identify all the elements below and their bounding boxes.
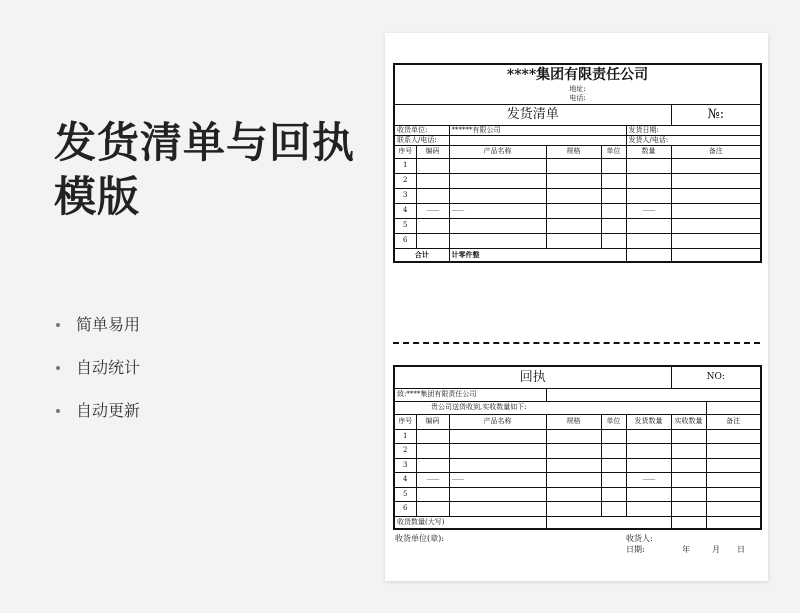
- column-header: 发货数量: [626, 414, 671, 429]
- table-row: [394, 473, 761, 488]
- column-header: 单位: [601, 414, 626, 429]
- row-product: ——: [449, 473, 546, 488]
- row-number: 6: [394, 502, 416, 517]
- table-row: [394, 173, 761, 188]
- row-number: 5: [394, 487, 416, 502]
- row-product: [449, 458, 546, 473]
- column-header: 备注: [671, 145, 761, 158]
- table-row: [394, 203, 761, 218]
- row-product: ——: [449, 203, 546, 218]
- cut-line: [393, 342, 760, 344]
- row-shipped-quantity: [626, 502, 671, 517]
- row-number: 4: [394, 473, 416, 488]
- table-row: [394, 233, 761, 248]
- ship-date-label: 发货日期:: [626, 125, 761, 135]
- column-header: 规格: [546, 414, 601, 429]
- receipt-number-label: NO:: [671, 366, 761, 388]
- row-number: 6: [394, 233, 416, 248]
- row-number: 4: [394, 203, 416, 218]
- table-row: [394, 218, 761, 233]
- row-quantity: [626, 188, 671, 203]
- column-header: 数量: [626, 145, 671, 158]
- count-label: 计零件整: [449, 248, 626, 262]
- date-year: 年: [682, 545, 690, 554]
- table-row: [394, 458, 761, 473]
- column-header: 产品名称: [449, 414, 546, 429]
- row-product: [449, 188, 546, 203]
- receipt-title: 回执: [394, 366, 671, 388]
- row-shipped-quantity: [626, 444, 671, 459]
- receiver-value: ******有限公司: [449, 125, 626, 135]
- page-title: [54, 116, 355, 224]
- row-code: [416, 188, 449, 203]
- row-code: [416, 233, 449, 248]
- table-row: [394, 188, 761, 203]
- receiver-unit-label: 收货单位(章):: [395, 534, 444, 543]
- row-code: [416, 458, 449, 473]
- row-quantity: ——: [626, 203, 671, 218]
- invoice-title: 发货清单: [394, 104, 671, 125]
- row-product: [449, 233, 546, 248]
- row-quantity: [626, 233, 671, 248]
- row-number: 1: [394, 158, 416, 173]
- row-shipped-quantity: [626, 429, 671, 444]
- phone-label: 电话:: [394, 94, 761, 104]
- column-header: 单位: [601, 145, 626, 158]
- column-header: 实收数量: [671, 414, 706, 429]
- date-day: 日: [737, 545, 745, 554]
- contact-label: 联系人/电话:: [394, 135, 449, 145]
- row-shipped-quantity: [626, 487, 671, 502]
- table-row: [394, 158, 761, 173]
- row-code: ——: [416, 473, 449, 488]
- row-code: [416, 218, 449, 233]
- total-label: 合计: [394, 248, 449, 262]
- table-row: [394, 487, 761, 502]
- row-code: [416, 429, 449, 444]
- feature-list: [56, 311, 140, 440]
- row-product: [449, 218, 546, 233]
- invoice-table: [393, 63, 762, 263]
- address-label: 地址:: [394, 84, 761, 94]
- column-header: 序号: [394, 145, 416, 158]
- date-month: 月: [712, 545, 720, 554]
- row-product: [449, 158, 546, 173]
- receiver-label: 收货单位:: [394, 125, 449, 135]
- row-code: [416, 173, 449, 188]
- date-label: 日期:: [626, 545, 645, 554]
- invoice-number-label: №:: [671, 104, 761, 125]
- column-header: 编码: [416, 145, 449, 158]
- row-quantity: [626, 218, 671, 233]
- row-product: [449, 444, 546, 459]
- title-line-2: 模版: [54, 172, 141, 221]
- feature-item: 自动更新: [56, 397, 140, 440]
- row-number: 3: [394, 458, 416, 473]
- receipt-table: [393, 365, 762, 530]
- row-shipped-quantity: ——: [626, 473, 671, 488]
- column-header: 编码: [416, 414, 449, 429]
- receipt-to-line: 致:****集团有限责任公司: [394, 388, 546, 401]
- feature-item: 简单易用: [56, 311, 140, 354]
- row-number: 5: [394, 218, 416, 233]
- table-row: [394, 444, 761, 459]
- table-row: [394, 502, 761, 517]
- column-header: 规格: [546, 145, 601, 158]
- row-quantity: [626, 173, 671, 188]
- column-header: 产品名称: [449, 145, 546, 158]
- row-code: ——: [416, 203, 449, 218]
- table-row: [394, 429, 761, 444]
- row-product: [449, 487, 546, 502]
- row-product: [449, 429, 546, 444]
- column-header: 序号: [394, 414, 416, 429]
- receiver-person-label: 收货人:: [626, 534, 653, 543]
- company-name: ****集团有限责任公司: [394, 64, 761, 84]
- row-code: [416, 158, 449, 173]
- contact-value: [449, 135, 626, 145]
- received-quantity-label: 收货数量(大写): [394, 516, 546, 529]
- row-number: 3: [394, 188, 416, 203]
- row-number: 2: [394, 173, 416, 188]
- row-number: 1: [394, 429, 416, 444]
- row-quantity: [626, 158, 671, 173]
- row-product: [449, 173, 546, 188]
- column-header: 备注: [706, 414, 761, 429]
- row-code: [416, 502, 449, 517]
- row-code: [416, 487, 449, 502]
- row-shipped-quantity: [626, 458, 671, 473]
- receipt-received-line: 贵公司送货收到,实收数量如下:: [394, 401, 706, 414]
- row-product: [449, 502, 546, 517]
- title-line-1: 发货清单与回执: [54, 118, 356, 167]
- feature-item: 自动统计: [56, 354, 140, 397]
- row-code: [416, 444, 449, 459]
- row-number: 2: [394, 444, 416, 459]
- document-preview: [385, 33, 768, 581]
- shipper-label: 发货人/电话:: [626, 135, 761, 145]
